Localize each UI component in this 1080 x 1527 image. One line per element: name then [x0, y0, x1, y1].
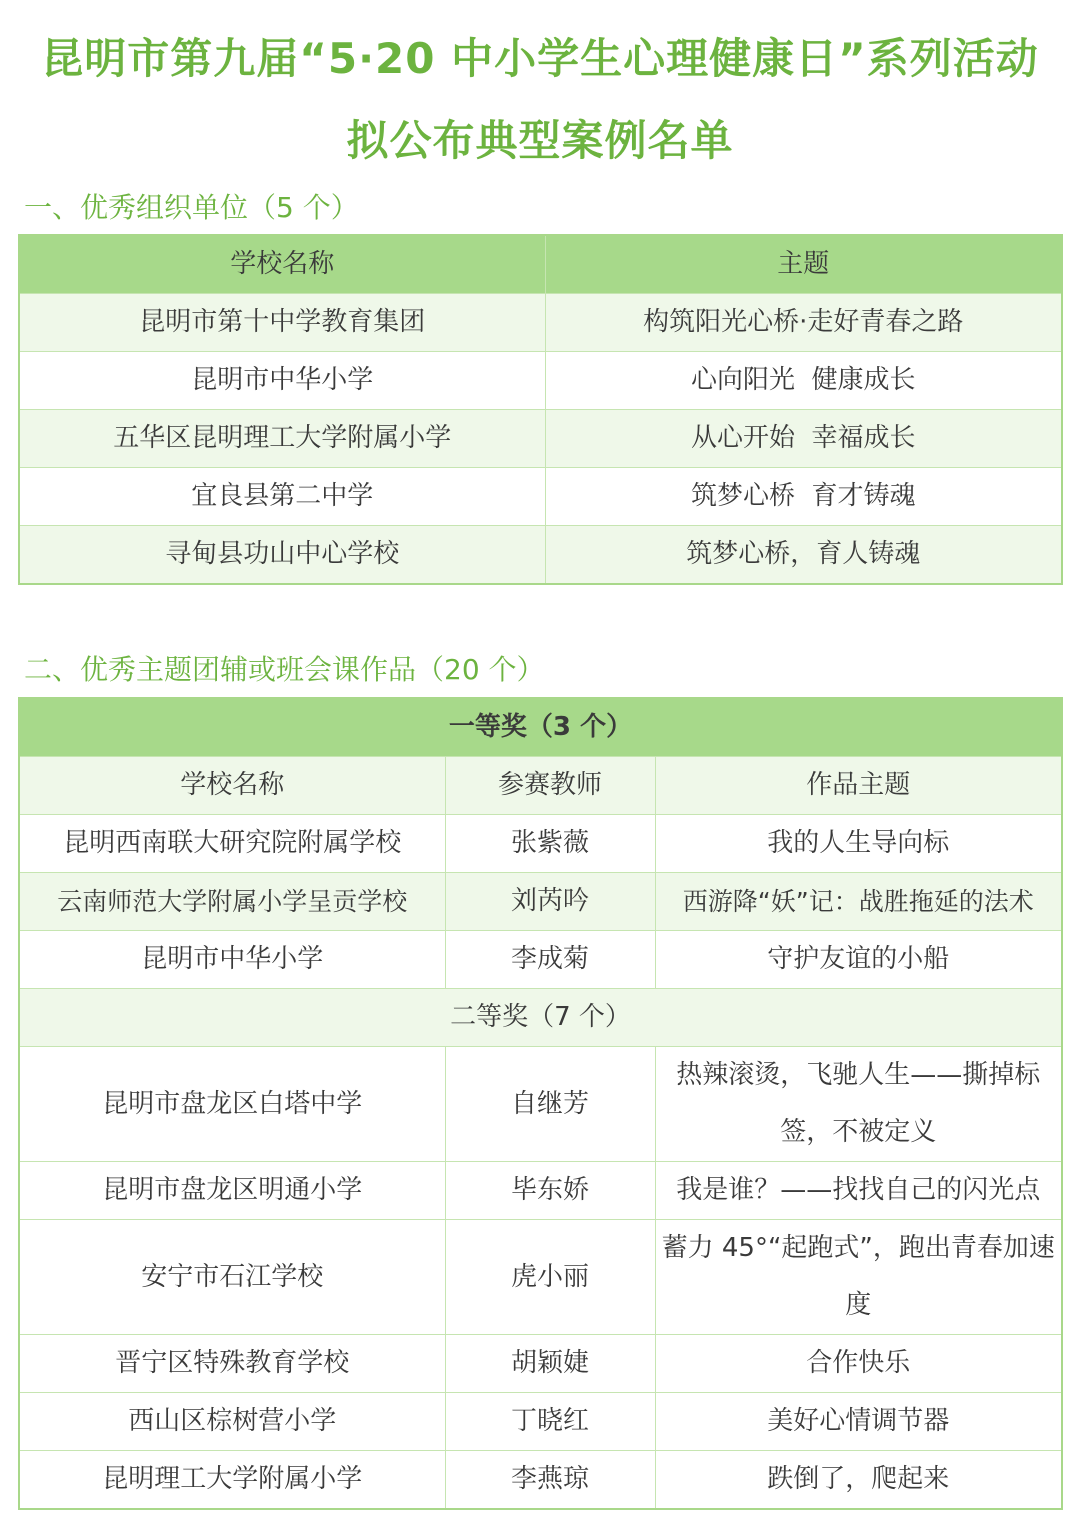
award-first-prize-label: 一等奖（3 个）: [19, 698, 1062, 757]
school-cell: 安宁市石江学校: [19, 1220, 445, 1335]
teacher-cell: 张紫薇: [445, 815, 655, 873]
table-row: [19, 468, 1062, 526]
page-title-line-1: 昆明市第九届“5·20 中小学生心理健康日”系列活动: [41, 34, 1039, 83]
work-theme-cell: 西游降“妖”记：战胜拖延的法术: [655, 873, 1062, 931]
table-header-row: [19, 757, 1062, 815]
teacher-cell: 刘芮吟: [445, 873, 655, 931]
table-row: [19, 1451, 1062, 1510]
theme-cell: 筑梦心桥 育才铸魂: [545, 468, 1062, 526]
section-heading-works: 二、优秀主题团辅或班会课作品（20 个）: [24, 653, 545, 686]
work-theme-cell: 跌倒了，爬起来: [655, 1451, 1062, 1510]
organizations-table: [18, 234, 1063, 585]
column-header-work-theme: 作品主题: [655, 757, 1062, 815]
work-theme-cell: 守护友谊的小船: [655, 931, 1062, 989]
school-cell: 昆明西南联大研究院附属学校: [19, 815, 445, 873]
page-title-line-2: 拟公布典型案例名单: [346, 116, 734, 165]
works-table: [18, 697, 1063, 1510]
teacher-cell: 胡颖婕: [445, 1335, 655, 1393]
theme-cell: 筑梦心桥，育人铸魂: [545, 526, 1062, 585]
work-theme-cell: 我是谁？——找找自己的闪光点: [655, 1162, 1062, 1220]
work-theme-cell: 我的人生导向标: [655, 815, 1062, 873]
table-row: [19, 1393, 1062, 1451]
column-header-teacher: 参赛教师: [445, 757, 655, 815]
table-row: [19, 1335, 1062, 1393]
school-cell: 昆明市中华小学: [19, 352, 545, 410]
table-row: [19, 352, 1062, 410]
school-cell: 晋宁区特殊教育学校: [19, 1335, 445, 1393]
work-theme-cell: 蓄力 45°“起跑式”，跑出青春加速度: [655, 1220, 1062, 1335]
table-row: [19, 815, 1062, 873]
teacher-cell: 自继芳: [445, 1047, 655, 1162]
school-cell: 昆明市中华小学: [19, 931, 445, 989]
award-first-prize-row: [19, 698, 1062, 757]
theme-cell: 构筑阳光心桥·走好青春之路: [545, 294, 1062, 352]
column-header-school: 学校名称: [19, 757, 445, 815]
school-cell: 昆明市盘龙区白塔中学: [19, 1047, 445, 1162]
table-row: [19, 873, 1062, 931]
teacher-cell: 李燕琼: [445, 1451, 655, 1510]
school-cell: 云南师范大学附属小学呈贡学校: [19, 873, 445, 931]
school-cell: 五华区昆明理工大学附属小学: [19, 410, 545, 468]
theme-cell: 从心开始 幸福成长: [545, 410, 1062, 468]
table-row: [19, 1220, 1062, 1335]
teacher-cell: 丁晓红: [445, 1393, 655, 1451]
school-cell: 昆明理工大学附属小学: [19, 1451, 445, 1510]
teacher-cell: 虎小丽: [445, 1220, 655, 1335]
work-theme-cell: 合作快乐: [655, 1335, 1062, 1393]
school-cell: 昆明市盘龙区明通小学: [19, 1162, 445, 1220]
table-row: [19, 410, 1062, 468]
school-cell: 宜良县第二中学: [19, 468, 545, 526]
table-row: [19, 1047, 1062, 1162]
table-row: [19, 526, 1062, 585]
table-header-row: [19, 235, 1062, 294]
table-row: [19, 1162, 1062, 1220]
work-theme-cell: 美好心情调节器: [655, 1393, 1062, 1451]
award-second-prize-row: [19, 989, 1062, 1047]
teacher-cell: 李成菊: [445, 931, 655, 989]
theme-cell: 心向阳光 健康成长: [545, 352, 1062, 410]
school-cell: 寻甸县功山中心学校: [19, 526, 545, 585]
section-heading-organizations: 一、优秀组织单位（5 个）: [24, 191, 359, 224]
table-row: [19, 294, 1062, 352]
school-cell: 昆明市第十中学教育集团: [19, 294, 545, 352]
column-header-theme: 主题: [545, 235, 1062, 294]
column-header-school: 学校名称: [19, 235, 545, 294]
school-cell: 西山区棕树营小学: [19, 1393, 445, 1451]
work-theme-cell: 热辣滚烫，飞驰人生——撕掉标签，不被定义: [655, 1047, 1062, 1162]
teacher-cell: 毕东娇: [445, 1162, 655, 1220]
award-second-prize-label: 二等奖（7 个）: [19, 989, 1062, 1047]
table-row: [19, 931, 1062, 989]
